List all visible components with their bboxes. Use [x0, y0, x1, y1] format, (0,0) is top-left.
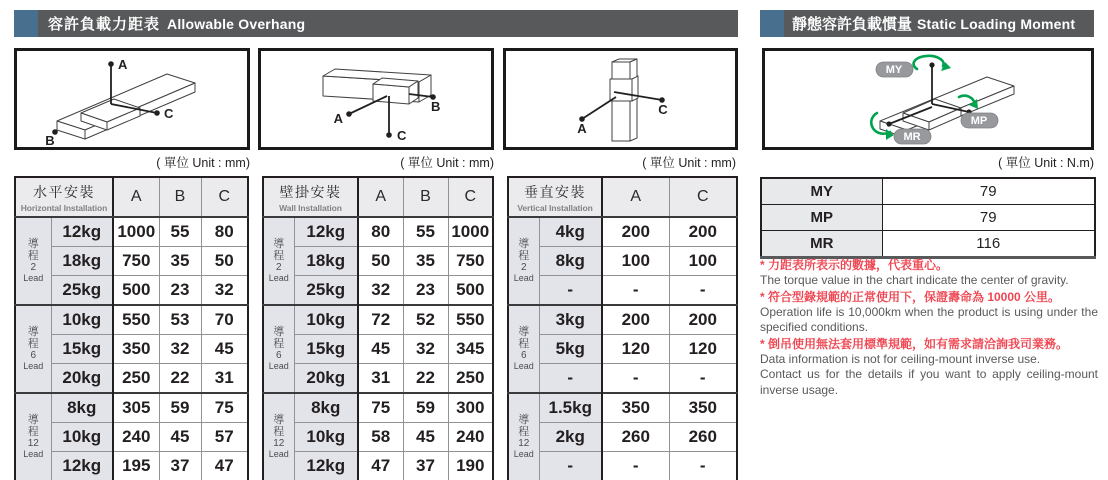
- column-header-a: A: [113, 177, 159, 217]
- table-row: [508, 276, 737, 306]
- lead-label-zh: 導: [27, 238, 39, 250]
- horizontal-installation-diagram: [14, 48, 250, 150]
- value-cell: 200: [602, 305, 669, 335]
- load-cell: 8kg: [294, 393, 358, 423]
- label-a: A: [577, 121, 587, 136]
- value-cell: 37: [403, 452, 448, 480]
- table-row: [508, 305, 737, 335]
- column-header-b: B: [403, 177, 448, 217]
- value-cell: 37: [159, 452, 201, 480]
- value-cell: 59: [159, 393, 201, 423]
- lead-number: 6: [275, 350, 282, 361]
- lead-label-zh: 導: [518, 238, 530, 250]
- lead-label-zh: 程: [27, 249, 39, 262]
- lead-label-zh: 導: [273, 326, 285, 338]
- lead-group-cell: [15, 305, 51, 393]
- table-row: [508, 364, 737, 394]
- my-badge: [876, 62, 913, 77]
- table-row: [508, 423, 737, 452]
- section-title-zh: 容許負載力距表: [48, 16, 161, 33]
- lead-label-zh: 導: [273, 414, 285, 426]
- table-title-zh: 垂直安裝: [524, 183, 586, 200]
- value-cell: 32: [358, 276, 403, 306]
- lead-label-en: Lead: [23, 273, 44, 283]
- lead-label-en: Lead: [23, 361, 44, 371]
- load-cell: 15kg: [294, 335, 358, 364]
- table-row: [263, 423, 493, 452]
- table-row: [508, 452, 737, 480]
- value-cell: 350: [602, 393, 669, 423]
- section-title-en: Static Loading Moment: [917, 15, 1076, 32]
- label-b: B: [45, 133, 55, 147]
- table-title-en: Wall Installation: [279, 202, 342, 213]
- lead-label-zh: 程: [518, 249, 530, 262]
- lead-label-zh: 導: [518, 414, 530, 426]
- value-cell: 22: [403, 364, 448, 394]
- note-text-zh: * 倒吊使用無法套用標準規範，如有需求請洽詢我司業務。: [760, 336, 1069, 351]
- lead-label-zh: 程: [518, 337, 530, 350]
- value-cell: 240: [448, 423, 493, 452]
- header-accent-square: [760, 10, 784, 37]
- value-cell: 53: [159, 305, 201, 335]
- value-cell: 75: [358, 393, 403, 423]
- value-cell: 300: [448, 393, 493, 423]
- label-b: B: [431, 99, 441, 114]
- load-cell: 2kg: [539, 423, 602, 452]
- vertical-diagram-drawing: [506, 51, 735, 147]
- moment-row: [761, 231, 1095, 258]
- note-item: [760, 336, 1098, 399]
- load-cell: -: [539, 276, 602, 306]
- value-cell: 75: [201, 393, 248, 423]
- lead-label-zh: 導: [27, 414, 39, 426]
- value-cell: -: [602, 276, 669, 306]
- value-cell: 35: [403, 247, 448, 276]
- value-cell: 52: [403, 305, 448, 335]
- value-cell: 500: [113, 276, 159, 306]
- moment-label: MR: [761, 231, 882, 258]
- value-cell: 250: [113, 364, 159, 394]
- moment-table-container: [760, 177, 1096, 259]
- value-cell: -: [602, 452, 669, 480]
- table-row: [508, 247, 737, 276]
- lead-number: 6: [520, 350, 527, 361]
- load-cell: 10kg: [51, 423, 113, 452]
- unit-label: ( 單位 Unit : mm): [400, 156, 494, 170]
- label-c: C: [397, 128, 407, 143]
- moment-row: [761, 178, 1095, 205]
- column-header-a: A: [602, 177, 669, 217]
- load-cell: 20kg: [294, 364, 358, 394]
- lead-number: 12: [27, 438, 39, 449]
- lead-group-cell: [263, 305, 294, 393]
- lead-label-zh: 導: [518, 326, 530, 338]
- overhang-table-horizontal: [14, 176, 249, 480]
- lead-group-cell: [15, 393, 51, 480]
- value-cell: 80: [201, 217, 248, 247]
- load-cell: 8kg: [51, 393, 113, 423]
- load-cell: 18kg: [294, 247, 358, 276]
- value-cell: 55: [403, 217, 448, 247]
- load-cell: 12kg: [294, 452, 358, 480]
- value-cell: 80: [358, 217, 403, 247]
- load-cell: 25kg: [51, 276, 113, 306]
- note-text-en: Operation life is 10,000km when the product is using under the specified conditions.: [760, 304, 1098, 334]
- static-moment-table: [760, 177, 1096, 259]
- load-cell: 10kg: [294, 305, 358, 335]
- value-cell: 190: [448, 452, 493, 480]
- column-header-a: A: [358, 177, 403, 217]
- value-cell: 195: [113, 452, 159, 480]
- moment-section-bar: [760, 10, 1094, 37]
- table-header-row: [508, 177, 737, 217]
- value-cell: 70: [201, 305, 248, 335]
- lead-label-en: Lead: [268, 273, 289, 283]
- note-text-en: The torque value in the chart indicate the center of gravity.: [760, 273, 1069, 287]
- yaw-arrow: [914, 56, 944, 69]
- value-cell: 55: [159, 217, 201, 247]
- lead-label-zh: 程: [27, 425, 39, 438]
- lead-label-en: Lead: [513, 273, 534, 283]
- table-row: [263, 393, 493, 423]
- table-row: [263, 247, 493, 276]
- value-cell: 45: [403, 423, 448, 452]
- section-title-en: Allowable Overhang: [167, 15, 306, 32]
- load-cell: 8kg: [539, 247, 602, 276]
- mp-badge-label: MP: [970, 115, 988, 127]
- horizontal-table-container: [14, 176, 249, 480]
- label-c: C: [164, 106, 174, 121]
- value-cell: 200: [669, 305, 737, 335]
- value-cell: 1000: [113, 217, 159, 247]
- unit-label: ( 單位 Unit : mm): [156, 156, 250, 170]
- value-cell: -: [669, 452, 737, 480]
- mp-badge: [961, 113, 998, 128]
- table-row: [15, 393, 248, 423]
- lead-label-en: Lead: [513, 361, 534, 371]
- table-row: [15, 305, 248, 335]
- load-cell: 10kg: [294, 423, 358, 452]
- value-cell: 58: [358, 423, 403, 452]
- moment-label: MP: [761, 205, 882, 231]
- lead-label-en: Lead: [513, 449, 534, 459]
- mr-badge: [894, 129, 931, 144]
- value-cell: 100: [602, 247, 669, 276]
- value-cell: -: [602, 364, 669, 394]
- overhang-table-wall: [262, 176, 494, 480]
- my-badge-label: MY: [885, 64, 903, 76]
- load-cell: 12kg: [51, 217, 113, 247]
- value-cell: -: [669, 364, 737, 394]
- value-cell: 120: [669, 335, 737, 364]
- header-accent-square: [14, 10, 38, 37]
- table-row: [263, 364, 493, 394]
- table-row: [508, 393, 737, 423]
- wall-table-container: [262, 176, 494, 480]
- lead-label-zh: 程: [27, 337, 39, 350]
- value-cell: 72: [358, 305, 403, 335]
- lead-group-cell: [508, 393, 539, 480]
- table-row: [263, 217, 493, 247]
- label-c: C: [658, 102, 668, 117]
- vertical-table-container: [507, 176, 738, 480]
- value-cell: 23: [159, 276, 201, 306]
- value-cell: 22: [159, 364, 201, 394]
- value-cell: 305: [113, 393, 159, 423]
- note-text-en: Contact us for the details if you want to apply ceiling-mount inverse usage.: [760, 367, 1098, 397]
- value-cell: 59: [403, 393, 448, 423]
- value-cell: 260: [602, 423, 669, 452]
- section-title-zh: 靜態容許負載慣量: [792, 16, 913, 33]
- table-title-en: Horizontal Installation: [20, 202, 108, 213]
- load-cell: 10kg: [51, 305, 113, 335]
- moment-section-title: [784, 10, 1075, 37]
- value-cell: 32: [201, 276, 248, 306]
- lead-label-zh: 程: [273, 337, 285, 350]
- load-cell: 12kg: [51, 452, 113, 480]
- value-cell: 120: [602, 335, 669, 364]
- load-cell: 20kg: [51, 364, 113, 394]
- lead-label-zh: 程: [518, 425, 530, 438]
- table-row: [263, 335, 493, 364]
- lead-number: 2: [520, 262, 527, 273]
- value-cell: 500: [448, 276, 493, 306]
- lead-group-cell: [263, 393, 294, 480]
- lead-group-cell: [508, 217, 539, 305]
- moment-diagram-drawing: [765, 51, 1091, 147]
- column-header-c: C: [201, 177, 248, 217]
- value-cell: 250: [448, 364, 493, 394]
- horizontal-diagram-drawing: [17, 51, 247, 147]
- label-a: A: [333, 111, 343, 126]
- lead-label-en: Lead: [268, 361, 289, 371]
- table-row: [263, 276, 493, 306]
- unit-label: ( 單位 Unit : N.m): [998, 156, 1094, 170]
- value-cell: 200: [669, 217, 737, 247]
- value-cell: 57: [201, 423, 248, 452]
- load-cell: 3kg: [539, 305, 602, 335]
- lead-number: 2: [275, 262, 282, 273]
- value-cell: 240: [113, 423, 159, 452]
- wall-diagram-drawing: [261, 51, 491, 147]
- table-title-zh: 壁掛安裝: [279, 183, 342, 200]
- load-cell: 5kg: [539, 335, 602, 364]
- load-cell: 12kg: [294, 217, 358, 247]
- note-item: [760, 289, 1098, 336]
- value-cell: 50: [358, 247, 403, 276]
- load-cell: -: [539, 452, 602, 480]
- table-title: [15, 177, 113, 217]
- value-cell: 200: [602, 217, 669, 247]
- table-title: [508, 177, 602, 217]
- lead-label-en: Lead: [268, 449, 289, 459]
- table-row: [263, 452, 493, 480]
- value-cell: -: [669, 276, 737, 306]
- value-cell: 345: [448, 335, 493, 364]
- moment-label: MY: [761, 178, 882, 205]
- value-cell: 350: [669, 393, 737, 423]
- table-title-zh: 水平安裝: [33, 183, 95, 200]
- table-row: [508, 217, 737, 247]
- lead-label-en: Lead: [23, 449, 44, 459]
- value-cell: 47: [358, 452, 403, 480]
- table-title: [263, 177, 358, 217]
- lead-group-cell: [15, 217, 51, 305]
- moment-row: [761, 205, 1095, 231]
- value-cell: 750: [113, 247, 159, 276]
- value-cell: 31: [201, 364, 248, 394]
- load-cell: 4kg: [539, 217, 602, 247]
- moment-value: 79: [882, 205, 1095, 231]
- load-cell: 1.5kg: [539, 393, 602, 423]
- notes-block: [760, 257, 1098, 398]
- value-cell: 45: [159, 423, 201, 452]
- note-text-zh: * 符合型錄規範的正常使用下，保證壽命為 10000 公里。: [760, 289, 1061, 304]
- value-cell: 550: [448, 305, 493, 335]
- note-text-zh: * 力距表所表示的數據，代表重心。: [760, 258, 949, 272]
- value-cell: 45: [201, 335, 248, 364]
- lead-group-cell: [508, 305, 539, 393]
- vertical-installation-diagram: [503, 48, 738, 150]
- value-cell: 35: [159, 247, 201, 276]
- load-cell: 25kg: [294, 276, 358, 306]
- note-item: [760, 257, 1098, 289]
- label-a: A: [118, 57, 128, 72]
- table-row: [15, 217, 248, 247]
- table-row: [263, 305, 493, 335]
- value-cell: 32: [159, 335, 201, 364]
- value-cell: 50: [201, 247, 248, 276]
- load-cell: 15kg: [51, 335, 113, 364]
- value-cell: 100: [669, 247, 737, 276]
- overhang-section-title: [38, 10, 305, 37]
- mr-badge-label: MR: [903, 131, 921, 143]
- value-cell: 1000: [448, 217, 493, 247]
- table-title-en: Vertical Installation: [517, 202, 593, 213]
- wall-installation-diagram: [258, 48, 494, 150]
- moment-value: 79: [882, 178, 1095, 205]
- static-moment-diagram: [762, 48, 1094, 150]
- lead-number: 12: [273, 438, 285, 449]
- lead-number: 6: [30, 350, 37, 361]
- column-header-c: C: [448, 177, 493, 217]
- value-cell: 750: [448, 247, 493, 276]
- value-cell: 45: [358, 335, 403, 364]
- table-header-row: [263, 177, 493, 217]
- lead-label-zh: 導: [27, 326, 39, 338]
- load-cell: 18kg: [51, 247, 113, 276]
- table-row: [508, 335, 737, 364]
- moment-value: 116: [882, 231, 1095, 258]
- column-header-c: C: [669, 177, 737, 217]
- value-cell: 260: [669, 423, 737, 452]
- load-cell: -: [539, 364, 602, 394]
- lead-label-zh: 程: [273, 249, 285, 262]
- lead-label-zh: 程: [273, 425, 285, 438]
- note-text-en: Data information is not for ceiling-mount inverse use.: [760, 351, 1041, 366]
- lead-group-cell: [263, 217, 294, 305]
- value-cell: 31: [358, 364, 403, 394]
- overhang-section-bar: [14, 10, 738, 37]
- column-header-b: B: [159, 177, 201, 217]
- unit-label: ( 單位 Unit : mm): [642, 156, 736, 170]
- lead-label-zh: 導: [273, 238, 285, 250]
- lead-number: 12: [518, 438, 530, 449]
- value-cell: 23: [403, 276, 448, 306]
- value-cell: 47: [201, 452, 248, 480]
- value-cell: 350: [113, 335, 159, 364]
- value-cell: 32: [403, 335, 448, 364]
- lead-number: 2: [30, 262, 37, 273]
- value-cell: 550: [113, 305, 159, 335]
- overhang-table-vertical: [507, 176, 738, 480]
- table-header-row: [15, 177, 248, 217]
